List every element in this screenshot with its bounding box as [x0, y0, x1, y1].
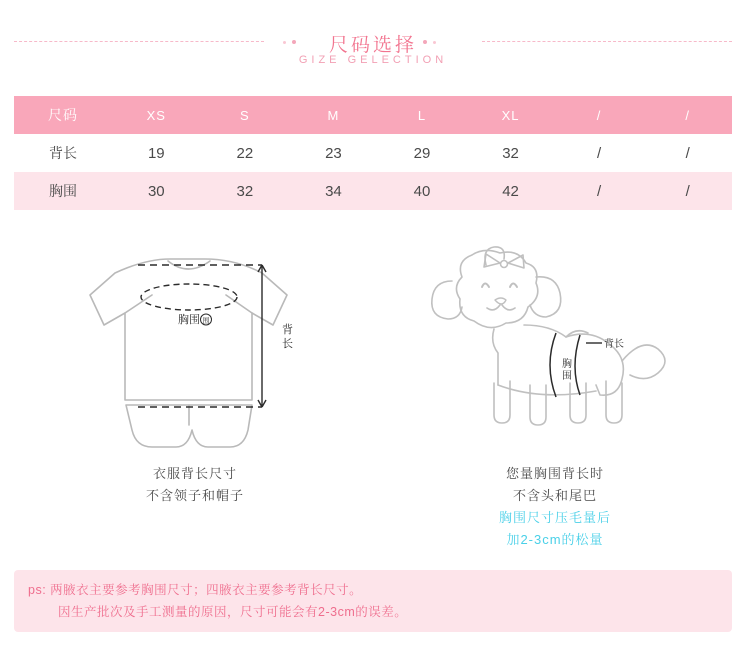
table-cell: 34: [289, 172, 378, 210]
table-cell: /: [555, 134, 644, 172]
page-subtitle: GIZE GELECTION: [298, 54, 448, 66]
table-cell: S: [201, 96, 290, 134]
table-cell: 22: [201, 134, 290, 172]
table-cell: 32: [466, 134, 555, 172]
dog-illustration-svg: [390, 225, 720, 455]
back-length-label: 背长: [604, 339, 624, 350]
table-cell: /: [555, 172, 644, 210]
garment-caption-line1: 衣服背长尺寸: [152, 466, 237, 481]
dog-caption-line2: 不含头和尾巴: [512, 488, 597, 503]
table-cell: 19: [112, 134, 201, 172]
row-label: 背长: [14, 134, 112, 172]
footer-note: [14, 570, 732, 632]
dog-diagram: [390, 225, 720, 460]
garment-caption: [30, 463, 360, 507]
table-cell: /: [555, 96, 644, 134]
garment-illustration-svg: [30, 225, 360, 455]
dog-caption-line4: 加2-3cm的松量: [506, 532, 604, 547]
dog-caption: [390, 463, 720, 551]
page-title: 尺码选择: [328, 35, 417, 56]
footer-line-2: 因生产批次及手工测量的原因，尺寸可能会有2-3cm的误差。: [58, 605, 408, 619]
table-cell: 40: [378, 172, 467, 210]
footer-line-1: ps: 两腋衣主要参考胸围尺寸；四腋衣主要参考背长尺寸。: [28, 583, 363, 597]
size-table: [14, 96, 732, 210]
chest-measure-ellipse: [141, 284, 237, 310]
chest-label: 胸: [562, 359, 572, 370]
dog-caption-line1: 您量胸围背长时: [505, 466, 604, 481]
table-cell: 42: [466, 172, 555, 210]
garment-diagram: [30, 225, 360, 460]
illustrations: [0, 225, 746, 545]
back-length-label: 背: [282, 324, 293, 336]
svg-text:围: 围: [202, 318, 210, 325]
table-cell: /: [643, 134, 732, 172]
table-cell: L: [378, 96, 467, 134]
header: [0, 0, 746, 86]
table-cell: XS: [112, 96, 201, 134]
table-cell: 29: [378, 134, 467, 172]
svg-text:长: 长: [282, 338, 293, 350]
table-cell: 32: [201, 172, 290, 210]
table-cell: /: [643, 172, 732, 210]
row-label: 尺码: [14, 96, 112, 134]
row-label: 胸围: [14, 172, 112, 210]
table-cell: XL: [466, 96, 555, 134]
table-cell: 30: [112, 172, 201, 210]
svg-text:围: 围: [562, 371, 572, 382]
table-row: [14, 172, 732, 210]
garment-caption-line2: 不含领子和帽子: [145, 488, 244, 503]
table-row: [14, 134, 732, 172]
dog-caption-line3: 胸围尺寸压毛量后: [498, 510, 611, 525]
table-row: [14, 96, 732, 134]
table-cell: 23: [289, 134, 378, 172]
table-cell: /: [643, 96, 732, 134]
chest-label: 胸围: [178, 314, 200, 326]
table-cell: M: [289, 96, 378, 134]
